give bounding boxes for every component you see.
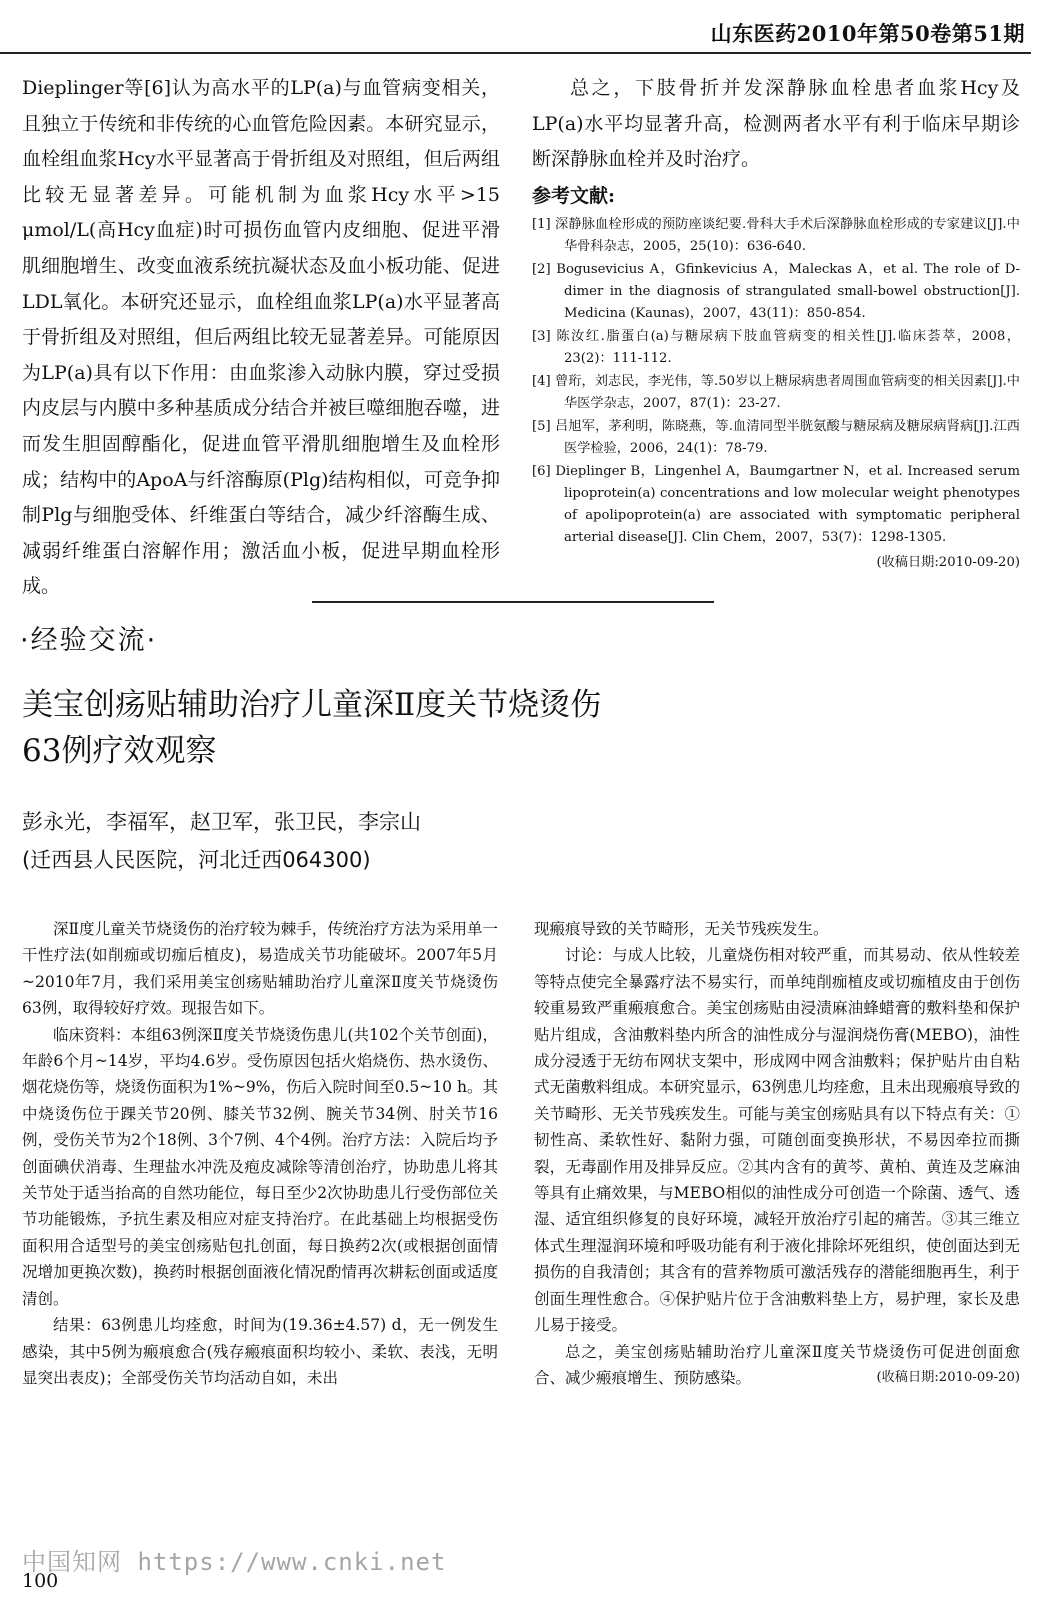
article-conclusion: 总之，美宝创疡贴辅助治疗儿童深Ⅱ度关节烧烫伤可促进创面愈合、减少瘢痕增生、预防感染。 <box>534 1342 1020 1387</box>
reference-item: [4] 曾珩，刘志民，李光伟，等.50岁以上糖尿病患者周围血管病变的相关因素[J].中华医学杂志，2007，87(1)：23-27. <box>532 373 1020 411</box>
received-date: (收稿日期:2010-09-20) <box>876 554 1020 570</box>
received-date: (收稿日期:2010-09-20) <box>876 1369 1020 1385</box>
header-rule <box>0 52 1031 54</box>
reference-item: [2] Bogusevicius A，Gfinkevicius A，Maleckas A，et al. The role of D-dimer in the diagnosis of strangulated small-bowel obstruction[J]. Medicina (Kaunas)，2007，43(11)：850-854. <box>532 261 1020 321</box>
article-authors: 彭永光，李福军，赵卫军，张卫民，李宗山 <box>22 810 421 834</box>
article-paragraph: 讨论：与成人比较，儿童烧伤相对较严重，而其易动、依从性较差等特点使完全暴露疗法不易实行，而单纯削痂植皮或切痂植皮由于创伤较重易致严重瘢痕愈合。美宝创疡贴由浸渍麻油蜂蜡膏的敷料垫和保护贴片组成，含油敷料垫内所含的油性成分与湿润烧伤膏(MEBO)，油性成分浸透于无纺布网状支架中，形成网中网含油敷料；保护贴片由自粘式无菌敷料组成。本研究显示，63例患儿均痊愈，且未出现瘢痕导致的关节畸形、无关节残疾发生。可能与美宝创疡贴具有以下特点有关：①韧性高、柔软性好、黏附力强，可随创面变换形状，不易因牵拉而撕裂，无毒副作用及排异反应。②其内含有的黄芩、黄柏、黄连及芝麻油等具有止痛效果，与MEBO相似的油性成分可创造一个除菌、透气、透湿、适宜组织修复的良好环境，减轻开放治疗引起的痛苦。③其三维立体式生理湿润环境和呼吸功能有利于液化排除坏死组织，使创面达到无损伤的自我清创；其含有的营养物质可激活残存的潜能细胞再生，利于创面生理性愈合。④保护贴片位于含油敷料垫上方，易护理，家长及患儿易于接受。 <box>534 946 1020 1335</box>
cnki-watermark: 中国知网 https://www.cnki.net <box>22 1548 447 1576</box>
article-left-column <box>22 916 498 1391</box>
reference-item: [6] Dieplinger B，Lingenhel A，Baumgartner N，et al. Increased serum lipoprotein(a) concentrations and low molecular weight phenotypes of apolipoprotein(a) are associated with symptomatic peripheral arterial disease[J]. Clin Chem，2007，53(7)：1298-1305. <box>532 463 1020 545</box>
reference-item: [3] 陈汝红.脂蛋白(a)与糖尿病下肢血管病变的相关性[J].临床荟萃，2008，23(2)：111-112. <box>532 328 1020 366</box>
journal-header: 山东医药2010年第50卷第51期 <box>710 21 1025 46</box>
references-title: 参考文献: <box>532 184 616 207</box>
article-title-line: 美宝创疡贴辅助治疗儿童深Ⅱ度关节烧烫伤 <box>22 687 602 723</box>
article-title <box>22 682 682 774</box>
section-label: ·经验交流· <box>20 625 158 656</box>
article-affiliation: (迁西县人民医院，河北迁西064300) <box>22 848 371 872</box>
prev-article-left-column <box>22 71 500 605</box>
article-paragraph-continuation: 现瘢痕导致的关节畸形，无关节残疾发生。 <box>534 920 829 938</box>
reference-item: [5] 吕旭军，茅利明，陈晓燕，等.血清同型半胱氨酸与糖尿病及糖尿病肾病[J].江西医学检验，2006，24(1)：78-79. <box>532 418 1020 456</box>
section-divider <box>312 601 714 603</box>
article-right-column <box>534 916 1020 1391</box>
prev-article-conclusion: 总之，下肢骨折并发深静脉血栓患者血浆Hcy及LP(a)水平均显著升高，检测两者水平有利于临床早期诊断深静脉血栓并及时治疗。 <box>532 77 1020 171</box>
article-paragraph: 深Ⅱ度儿童关节烧烫伤的治疗较为棘手，传统治疗方法为采用单一干性疗法(如削痂或切痂后植皮)，易造成关节功能破坏。2007年5月~2010年7月，我们采用美宝创疡贴辅助治疗儿童深Ⅱ度关节烧烫伤63例，取得较好疗效。现报告如下。 <box>22 920 498 1018</box>
article-paragraph: 临床资料：本组63例深Ⅱ度关节烧烫伤患儿(共102个关节创面)，年龄6个月~14岁，平均4.6岁。受伤原因包括火焰烧伤、热水烫伤、烟花烧伤等，烧烫伤面积为1%~9%，伤后入院时间至0.5~10 h。其中烧烫伤位于踝关节20例、膝关节32例、腕关节34例、肘关节16例，受伤关节为2个18例、3个7例、4个4例。治疗方法：入院后均予创面碘伏消毒、生理盐水冲洗及疱皮减除等清创治疗，协助患儿将其关节处于适当抬高的自然功能位，每日至少2次协助患儿行受伤部位关节功能锻炼，予抗生素及相应对症支持治疗。在此基础上均根据受伤面积用合适型号的美宝创疡贴包扎创面，每日换药2次(或根据创面情况增加更换次数)，换药时根据创面液化情况酌情再次耕耘创面或适度清创。 <box>22 1025 498 1308</box>
article-paragraph: 结果：63例患儿均痊愈，时间为(19.36±4.57) d，无一例发生感染，其中5例为瘢痕愈合(残存瘢痕面积均较小、柔软、表浅，无明显突出表皮)；全部受伤关节均活动自如，未出 <box>22 1316 498 1387</box>
article-title-line: 63例疗效观察 <box>22 733 217 769</box>
prev-article-right-column <box>532 71 1020 570</box>
article-paragraph <box>534 1339 1020 1392</box>
prev-article-paragraph: Dieplinger等[6]认为高水平的LP(a)与血管病变相关，且独立于传统和非传统的心血管危险因素。本研究显示，血栓组血浆Hcy水平显著高于骨折组及对照组，但后两组比较无显著差异。可能机制为血浆Hcy水平>15 μmol/L(高Hcy血症)时可损伤血管内皮细胞、促进平滑肌细胞增生、改变血液系统抗凝状态及血小板功能、促进LDL氧化。本研究还显示，血栓组血浆LP(a)水平显著高于骨折组及对照组，但后两组比较无显著差异。可能原因为LP(a)具有以下作用：由血浆渗入动脉内膜，穿过受损内皮层与内膜中多种基质成分结合并被巨噬细胞吞噬，进而发生胆固醇酯化，促进血管平滑肌细胞增生及血栓形成；结构中的ApoA与纤溶酶原(Plg)结构相似，可竞争抑制Plg与细胞受体、纤维蛋白等结合，减少纤溶酶生成、减弱纤维蛋白溶解作用；激活血小板，促进早期血栓形成。 <box>22 77 500 598</box>
reference-item: [1] 深静脉血栓形成的预防座谈纪要.骨科大手术后深静脉血栓形成的专家建议[J].中华骨科杂志，2005，25(10)：636-640. <box>532 216 1020 254</box>
page-number: 100 <box>22 1570 59 1592</box>
